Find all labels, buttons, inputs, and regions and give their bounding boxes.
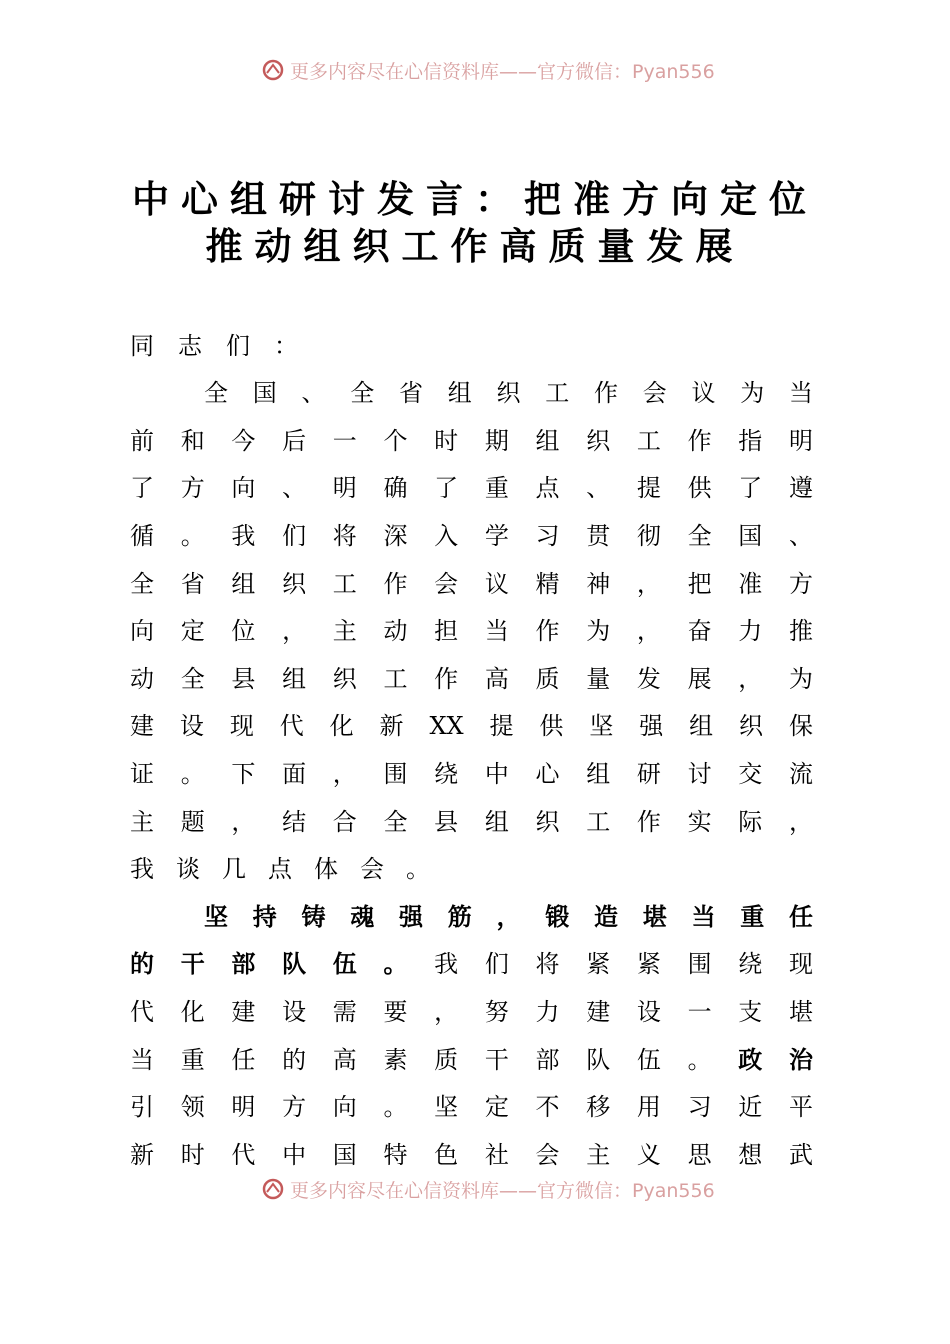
glyph: 全	[130, 570, 154, 598]
glyph: 现	[229, 712, 254, 740]
glyph: 造	[594, 903, 618, 931]
glyph: 、	[788, 522, 813, 550]
glyph: 质	[535, 665, 560, 693]
glyph: 堪	[642, 903, 667, 931]
logo-icon	[262, 59, 284, 81]
glyph: 确	[383, 474, 408, 502]
glyph: 组	[484, 808, 509, 836]
glyph: 省	[399, 379, 423, 407]
glyph: 作	[383, 570, 408, 598]
glyph: 当	[484, 617, 509, 645]
glyph: 一	[687, 998, 712, 1026]
glyph: 建	[231, 998, 256, 1026]
glyph: 际	[738, 808, 763, 836]
glyph: 方	[788, 570, 813, 598]
greeting	[130, 326, 298, 366]
glyph: 工	[545, 379, 570, 407]
glyph: 会	[360, 855, 384, 883]
glyph: 了	[434, 474, 459, 502]
glyph: 点	[535, 474, 560, 502]
glyph: 展	[687, 665, 712, 693]
glyph: 紧	[586, 950, 611, 978]
glyph: 组	[447, 379, 472, 407]
glyph: 魂	[350, 903, 375, 931]
glyph: 向	[332, 1093, 357, 1121]
glyph: 个	[383, 427, 408, 455]
glyph: 想	[738, 1141, 763, 1169]
glyph: 织	[535, 808, 560, 836]
glyph: 新	[379, 712, 404, 740]
text-line	[130, 468, 813, 508]
glyph: 锻	[545, 903, 570, 931]
glyph: 将	[535, 950, 560, 978]
glyph: 代	[130, 998, 154, 1026]
glyph: 下	[231, 760, 256, 788]
glyph: 志	[178, 332, 202, 360]
glyph: 努	[484, 998, 509, 1026]
glyph: 为	[788, 665, 813, 693]
glyph: 、	[586, 474, 611, 502]
glyph: 遵	[788, 474, 813, 502]
glyph: 作	[687, 427, 712, 455]
glyph: 提	[636, 474, 661, 502]
glyph: 建	[130, 712, 154, 740]
watermark-top	[262, 56, 742, 84]
watermark-bottom	[262, 1175, 742, 1203]
glyph: 时	[180, 1141, 205, 1169]
glyph: 坚	[434, 1093, 459, 1121]
glyph: 力	[535, 998, 560, 1026]
glyph: 。	[180, 522, 205, 550]
glyph: 当	[130, 1046, 154, 1074]
glyph: 研	[636, 760, 661, 788]
glyph: 体	[314, 855, 338, 883]
glyph: 议	[691, 379, 716, 407]
glyph: 色	[434, 1141, 459, 1169]
glyph: 供	[539, 712, 564, 740]
glyph: 提	[489, 712, 514, 740]
glyph: 作	[636, 808, 661, 836]
text-line	[130, 659, 813, 699]
glyph: 武	[788, 1141, 813, 1169]
glyph: 中	[484, 760, 509, 788]
glyph: 部	[231, 950, 256, 978]
glyph: 主	[130, 808, 154, 836]
glyph: 位	[231, 617, 256, 645]
glyph: 需	[332, 998, 357, 1026]
glyph: 会	[535, 1141, 560, 1169]
glyph: 工	[586, 808, 611, 836]
glyph: 现	[788, 950, 813, 978]
glyph: 前	[130, 427, 154, 455]
section-heading-line	[204, 897, 813, 937]
glyph: 定	[180, 617, 205, 645]
glyph: 几	[222, 855, 246, 883]
glyph: 设	[179, 712, 204, 740]
glyph: 引	[130, 1093, 154, 1121]
glyph: 。	[406, 855, 430, 883]
glyph: 织	[586, 427, 611, 455]
glyph: 素	[383, 1046, 408, 1074]
glyph: 。	[180, 760, 205, 788]
text-line-mixed	[130, 1040, 813, 1080]
text-line	[130, 849, 430, 889]
text-line	[204, 373, 813, 413]
glyph: 强	[399, 903, 423, 931]
glyph: 坚	[204, 903, 228, 931]
glyph: 的	[130, 950, 154, 978]
glyph: 会	[642, 379, 667, 407]
glyph: 为	[586, 617, 611, 645]
glyph: 围	[687, 950, 712, 978]
glyph: 主	[586, 1141, 611, 1169]
glyph: 面	[282, 760, 307, 788]
glyph: 坚	[589, 712, 614, 740]
glyph: 的	[282, 1046, 307, 1074]
text-line	[130, 611, 813, 651]
glyph: 明	[788, 427, 813, 455]
glyph: ，	[231, 808, 256, 836]
glyph: 要	[383, 998, 408, 1026]
glyph: 深	[383, 522, 408, 550]
glyph: 和	[180, 427, 205, 455]
glyph: 定	[484, 1093, 509, 1121]
glyph: XX	[429, 712, 464, 740]
glyph: 设	[282, 998, 307, 1026]
glyph: 铸	[301, 903, 326, 931]
glyph: 特	[383, 1141, 408, 1169]
glyph: ，	[636, 617, 661, 645]
glyph: 题	[180, 808, 205, 836]
glyph: 筋	[447, 903, 472, 931]
glyph: 国	[332, 1141, 357, 1169]
glyph: 全	[350, 379, 375, 407]
glyph: 交	[738, 760, 763, 788]
glyph: 干	[484, 1046, 509, 1074]
glyph: 设	[636, 998, 661, 1026]
glyph: 作	[594, 379, 618, 407]
glyph: 队	[282, 950, 307, 978]
glyph: 组	[282, 665, 307, 693]
glyph: 工	[636, 427, 661, 455]
glyph: 一	[332, 427, 357, 455]
glyph: 循	[130, 522, 154, 550]
glyph: 县	[434, 808, 459, 836]
glyph: 流	[788, 760, 813, 788]
text-line	[130, 421, 813, 461]
glyph: 习	[687, 1093, 712, 1121]
glyph: 向	[130, 617, 154, 645]
glyph: ，	[282, 617, 307, 645]
glyph: 中	[282, 1141, 307, 1169]
glyph: 伍	[636, 1046, 661, 1074]
glyph: 省	[180, 570, 205, 598]
glyph: 代	[279, 712, 304, 740]
glyph: 后	[282, 427, 307, 455]
glyph: 当	[789, 379, 813, 407]
text-line	[130, 1087, 813, 1127]
glyph: 会	[434, 570, 459, 598]
glyph: 了	[130, 474, 154, 502]
text-line	[130, 706, 813, 746]
document-title-line-2: 推动组织工作高质量发展	[205, 225, 745, 268]
glyph: 组	[586, 760, 611, 788]
glyph: 组	[689, 712, 714, 740]
glyph: 支	[738, 998, 763, 1026]
glyph: 把	[687, 570, 712, 598]
glyph: 作	[535, 617, 560, 645]
text-line	[130, 516, 813, 556]
glyph: 们	[484, 950, 509, 978]
glyph: 实	[687, 808, 712, 836]
glyph: 明	[231, 1093, 256, 1121]
glyph: ，	[496, 903, 521, 931]
glyph: 化	[180, 998, 205, 1026]
glyph: 堪	[788, 998, 813, 1026]
glyph: 工	[383, 665, 408, 693]
glyph: 全	[180, 665, 205, 693]
glyph: 今	[231, 427, 256, 455]
glyph: 谈	[176, 855, 200, 883]
glyph: 代	[231, 1141, 256, 1169]
glyph: 紧	[636, 950, 661, 978]
glyph: 量	[586, 665, 611, 693]
text-line	[130, 1135, 813, 1175]
glyph: 时	[434, 427, 459, 455]
glyph: ：	[274, 332, 298, 360]
glyph: 重	[484, 474, 509, 502]
text-line	[130, 564, 813, 604]
glyph: 动	[130, 665, 154, 693]
glyph: 我	[434, 950, 459, 978]
glyph: ，	[788, 808, 813, 836]
glyph: 期	[484, 427, 509, 455]
glyph: 发	[636, 665, 661, 693]
glyph: 县	[231, 665, 256, 693]
glyph: 织	[332, 665, 357, 693]
glyph: 、	[282, 474, 307, 502]
glyph: 彻	[636, 522, 661, 550]
glyph: 国	[252, 379, 277, 407]
glyph: 织	[282, 570, 307, 598]
glyph: 贯	[586, 522, 611, 550]
glyph: 准	[738, 570, 763, 598]
glyph: ，	[332, 760, 357, 788]
glyph: 移	[586, 1093, 611, 1121]
glyph: 绕	[434, 760, 459, 788]
glyph: 治	[788, 1046, 813, 1074]
glyph: 作	[434, 665, 459, 693]
glyph: 奋	[687, 617, 712, 645]
glyph: 们	[226, 332, 250, 360]
glyph: 织	[739, 712, 764, 740]
glyph: 们	[282, 522, 307, 550]
glyph: 建	[586, 998, 611, 1026]
glyph: 干	[180, 950, 205, 978]
glyph: 任	[789, 903, 813, 931]
glyph: 为	[740, 379, 765, 407]
glyph: 结	[282, 808, 307, 836]
glyph: ，	[738, 665, 763, 693]
glyph: 指	[738, 427, 763, 455]
text-line	[130, 802, 813, 842]
glyph: 、	[301, 379, 326, 407]
glyph: 了	[738, 474, 763, 502]
glyph: 绕	[738, 950, 763, 978]
document-title-line-1: 中心组研讨发言：把准方向定位	[132, 178, 818, 221]
glyph: 强	[639, 712, 664, 740]
glyph: 工	[332, 570, 357, 598]
glyph: 思	[687, 1141, 712, 1169]
glyph: 入	[434, 522, 459, 550]
glyph: 新	[130, 1141, 154, 1169]
glyph: 同	[130, 332, 154, 360]
glyph: 明	[332, 474, 357, 502]
glyph: 。	[687, 1046, 712, 1074]
glyph: 全	[687, 522, 712, 550]
glyph: ，	[636, 570, 661, 598]
glyph: 我	[130, 855, 154, 883]
glyph: 伍	[332, 950, 357, 978]
glyph: 任	[231, 1046, 256, 1074]
glyph: 合	[332, 808, 357, 836]
glyph: 精	[535, 570, 560, 598]
glyph: 全	[383, 808, 408, 836]
glyph: ，	[434, 998, 459, 1026]
glyph: 义	[636, 1141, 661, 1169]
glyph: 议	[484, 570, 509, 598]
watermark-text: 更多内容尽在心信资料库——官方微信：Pyan556	[290, 60, 715, 83]
glyph: 围	[383, 760, 408, 788]
glyph: 重	[180, 1046, 205, 1074]
glyph: 供	[687, 474, 712, 502]
glyph: 向	[231, 474, 256, 502]
glyph: 国	[738, 522, 763, 550]
glyph: 组	[231, 570, 256, 598]
glyph: 用	[636, 1093, 661, 1121]
text-line-mixed	[130, 944, 813, 984]
glyph: 化	[329, 712, 354, 740]
glyph: 部	[535, 1046, 560, 1074]
glyph: 心	[535, 760, 560, 788]
glyph: 质	[434, 1046, 459, 1074]
glyph: 平	[788, 1093, 813, 1121]
text-line	[130, 754, 813, 794]
glyph: 力	[738, 617, 763, 645]
watermark-text: 更多内容尽在心信资料库——官方微信：Pyan556	[290, 1179, 715, 1202]
text-line	[130, 992, 813, 1032]
glyph: 近	[738, 1093, 763, 1121]
glyph: 方	[180, 474, 205, 502]
glyph: 高	[332, 1046, 357, 1074]
glyph: 保	[788, 712, 813, 740]
glyph: 织	[496, 379, 521, 407]
glyph: 将	[332, 522, 357, 550]
glyph: 主	[332, 617, 357, 645]
glyph: 习	[535, 522, 560, 550]
glyph: 重	[740, 903, 765, 931]
glyph: 持	[252, 903, 277, 931]
glyph: 高	[484, 665, 509, 693]
glyph: 组	[535, 427, 560, 455]
glyph: 学	[484, 522, 509, 550]
glyph: 推	[788, 617, 813, 645]
glyph: 不	[535, 1093, 560, 1121]
logo-icon	[262, 1178, 284, 1200]
glyph: 全	[204, 379, 228, 407]
glyph: 神	[586, 570, 611, 598]
glyph: 当	[691, 903, 716, 931]
glyph: 政	[738, 1046, 763, 1074]
glyph: 讨	[687, 760, 712, 788]
glyph: 动	[383, 617, 408, 645]
glyph: 我	[231, 522, 256, 550]
glyph: 方	[282, 1093, 307, 1121]
glyph: 领	[180, 1093, 205, 1121]
glyph: 担	[434, 617, 459, 645]
glyph: 证	[130, 760, 154, 788]
glyph: 点	[268, 855, 292, 883]
glyph: 。	[383, 1093, 408, 1121]
glyph: 。	[383, 950, 408, 978]
glyph: 社	[484, 1141, 509, 1169]
glyph: 队	[586, 1046, 611, 1074]
